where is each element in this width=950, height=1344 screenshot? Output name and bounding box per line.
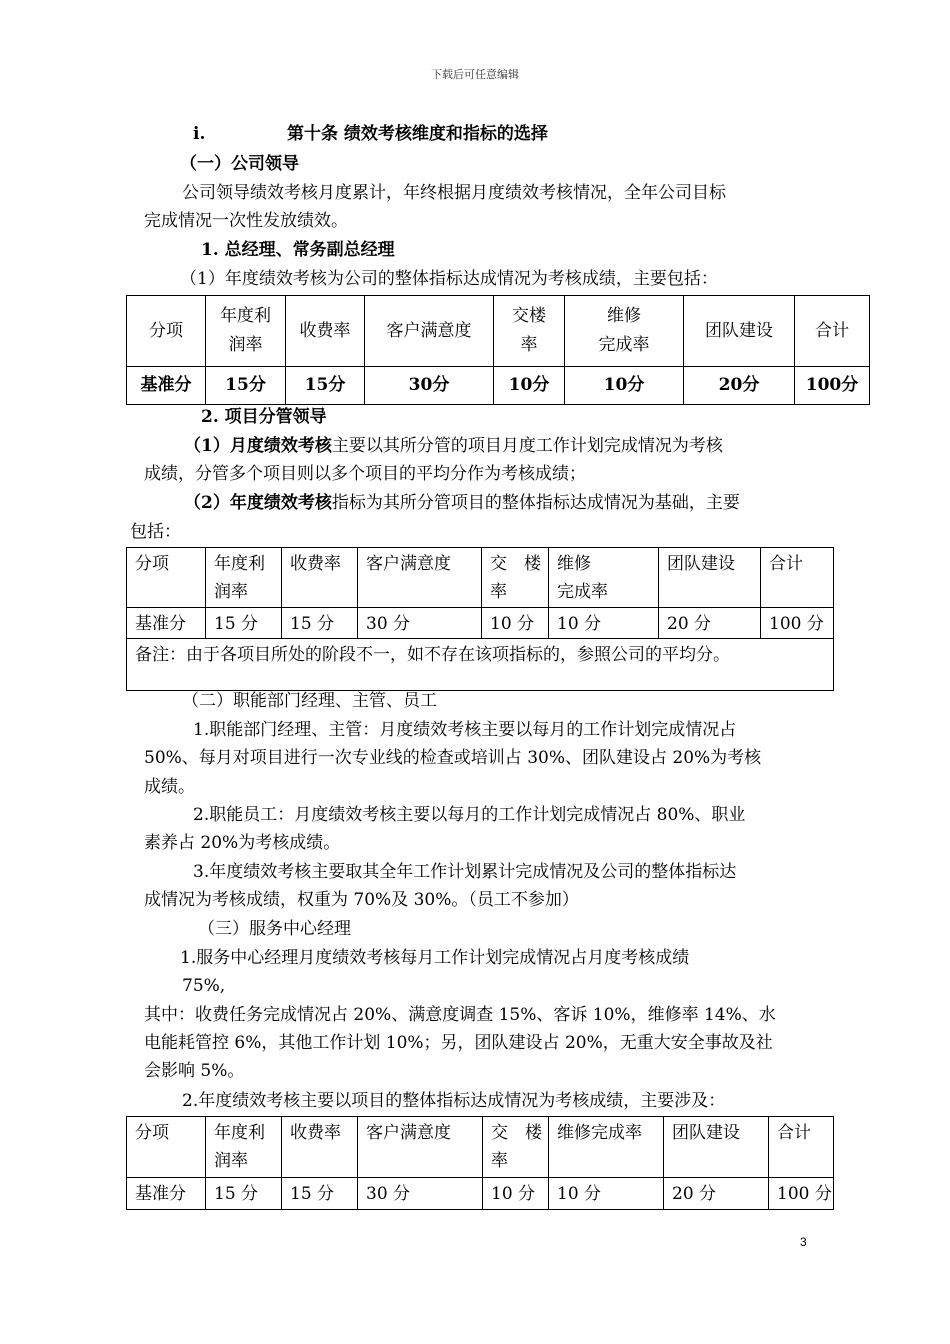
table-header-cell: 交 楼 率 (483, 1117, 549, 1178)
table-header-cell: 收费率 (282, 548, 358, 608)
paragraph-line: 成情况为考核成绩，权重为 70%及 30%。（员工不参加） (144, 890, 579, 910)
paragraph-line: 公司领导绩效考核月度累计，年终根据月度绩效考核情况，全年公司目标 (182, 183, 726, 203)
table-header-cell: 团队建设 (684, 296, 795, 367)
table-header-cell: 年度利 润率 (206, 1117, 282, 1178)
paragraph-line: 50%、每月对项目进行一次专业线的检查或培训占 30%、团队建设占 20%为考核 (144, 748, 762, 768)
table-header-row (127, 1117, 834, 1178)
table-header-cell: 团队建设 (659, 548, 761, 608)
table-cell: 100 分 (769, 1178, 834, 1210)
table-cell: 20 分 (664, 1178, 769, 1210)
table-header-cell: 年度利 润率 (206, 548, 282, 608)
table-header-cell: 客户满意度 (358, 548, 482, 608)
paragraph-line: 3.年度绩效考核主要取其全年工作计划累计完成情况及公司的整体指标达 (193, 862, 737, 882)
table-header-cell: 合计 (769, 1117, 834, 1178)
page-number: 3 (800, 1235, 807, 1249)
table-cell: 20分 (684, 367, 795, 405)
paragraph-line: 成绩。 (144, 777, 195, 797)
paragraph-line: 2.年度绩效考核主要以项目的整体指标达成情况为考核成绩，主要涉及： (182, 1091, 726, 1111)
table-note-row (127, 639, 834, 691)
table-cell: 15 分 (282, 608, 358, 639)
table-cell: 10分 (565, 367, 684, 405)
paragraph-line: 电能耗管控 6%，其他工作计划 10%；另，团队建设占 20%，无重大安全事故及社 (144, 1033, 773, 1053)
table-row (127, 367, 870, 405)
table-header-cell: 合计 (795, 296, 870, 367)
paragraph-line: 1.职能部门经理、主管：月度绩效考核主要以每月的工作计划完成情况占 (193, 720, 737, 740)
table-cell: 30 分 (358, 608, 482, 639)
table-cell: 基准分 (127, 367, 206, 405)
table-row (127, 608, 834, 639)
table-cell: 10分 (494, 367, 565, 405)
table-cell: 100分 (795, 367, 870, 405)
table-header-cell: 收费率 (282, 1117, 358, 1178)
table-note: 备注：由于各项目所处的阶段不一，如不存在该项指标的，参照公司的平均分。 (127, 639, 834, 691)
table-header-cell: 维修 完成率 (549, 548, 659, 608)
paragraph-line: 75%, (182, 976, 226, 996)
score-table-project-leaders (126, 547, 834, 691)
table-cell: 10 分 (483, 1178, 549, 1210)
paragraph-line: （1）年度绩效考核为公司的整体指标达成情况为考核成绩，主要包括： (180, 269, 718, 289)
subsection-title: 1. 总经理、常务副总经理 (201, 240, 395, 260)
table-cell: 10 分 (549, 1178, 664, 1210)
paragraph-line: 包括： (130, 522, 181, 542)
paragraph-line: （1）月度绩效考核主要以其所分管的项目月度工作计划完成情况为考核 (184, 436, 723, 456)
table-cell: 15 分 (206, 608, 282, 639)
table-header-cell: 分项 (127, 296, 206, 367)
table-header-cell: 客户满意度 (365, 296, 494, 367)
table-cell: 15 分 (206, 1178, 282, 1210)
table-cell: 20 分 (659, 608, 761, 639)
table-header-cell: 团队建设 (664, 1117, 769, 1178)
table-header-cell: 交 楼 率 (482, 548, 549, 608)
table-cell: 基准分 (127, 1178, 206, 1210)
table-header-cell: 维修完成率 (549, 1117, 664, 1178)
table-header-cell: 分项 (127, 1117, 206, 1178)
paragraph-line: 素养占 20%为考核成绩。 (144, 833, 341, 853)
paragraph-line: （2）年度绩效考核指标为其所分管项目的整体指标达成情况为基础，主要 (184, 493, 740, 513)
table-cell: 15分 (286, 367, 365, 405)
score-table-service-center (126, 1116, 834, 1210)
table-header-cell: 年度利 润率 (206, 296, 286, 367)
article-heading: 第十条 绩效考核维度和指标的选择 (287, 124, 548, 144)
table-cell: 15分 (206, 367, 286, 405)
table-cell: 30分 (365, 367, 494, 405)
table-header-row (127, 548, 834, 608)
section-title: （三）服务中心经理 (198, 919, 351, 939)
table-row (127, 1178, 834, 1210)
table-header-cell: 客户满意度 (358, 1117, 483, 1178)
paragraph-line: 其中：收费任务完成情况占 20%、满意度调查 15%、客诉 10%，维修率 14%、水 (144, 1005, 776, 1025)
table-cell: 100 分 (761, 608, 834, 639)
section-title: （一）公司领导 (180, 154, 299, 174)
table-cell: 基准分 (127, 608, 206, 639)
table-cell: 10 分 (549, 608, 659, 639)
paragraph-line: 完成情况一次性发放绩效。 (144, 211, 348, 231)
page-header: 下载后可任意编辑 (431, 68, 519, 81)
table-cell: 10 分 (482, 608, 549, 639)
score-table-leaders (126, 295, 870, 405)
subsection-title: 2. 项目分管领导 (201, 407, 327, 427)
table-header-cell: 收费率 (286, 296, 365, 367)
paragraph-line: 会影响 5%。 (144, 1061, 245, 1081)
table-cell: 15 分 (282, 1178, 358, 1210)
section-title: （二）职能部门经理、主管、员工 (182, 691, 437, 711)
table-header-cell: 合计 (761, 548, 834, 608)
table-header-cell: 分项 (127, 548, 206, 608)
table-header-cell: 维修 完成率 (565, 296, 684, 367)
table-cell: 30 分 (358, 1178, 483, 1210)
paragraph-line: 1.服务中心经理月度绩效考核每月工作计划完成情况占月度考核成绩 (180, 948, 690, 968)
paragraph-line: 2.职能员工：月度绩效考核主要以每月的工作计划完成情况占 80%、职业 (193, 805, 746, 825)
article-number: i. (193, 124, 206, 144)
table-header-cell: 交楼 率 (494, 296, 565, 367)
table-header-row (127, 296, 870, 367)
paragraph-line: 成绩，分管多个项目则以多个项目的平均分作为考核成绩； (144, 464, 586, 484)
